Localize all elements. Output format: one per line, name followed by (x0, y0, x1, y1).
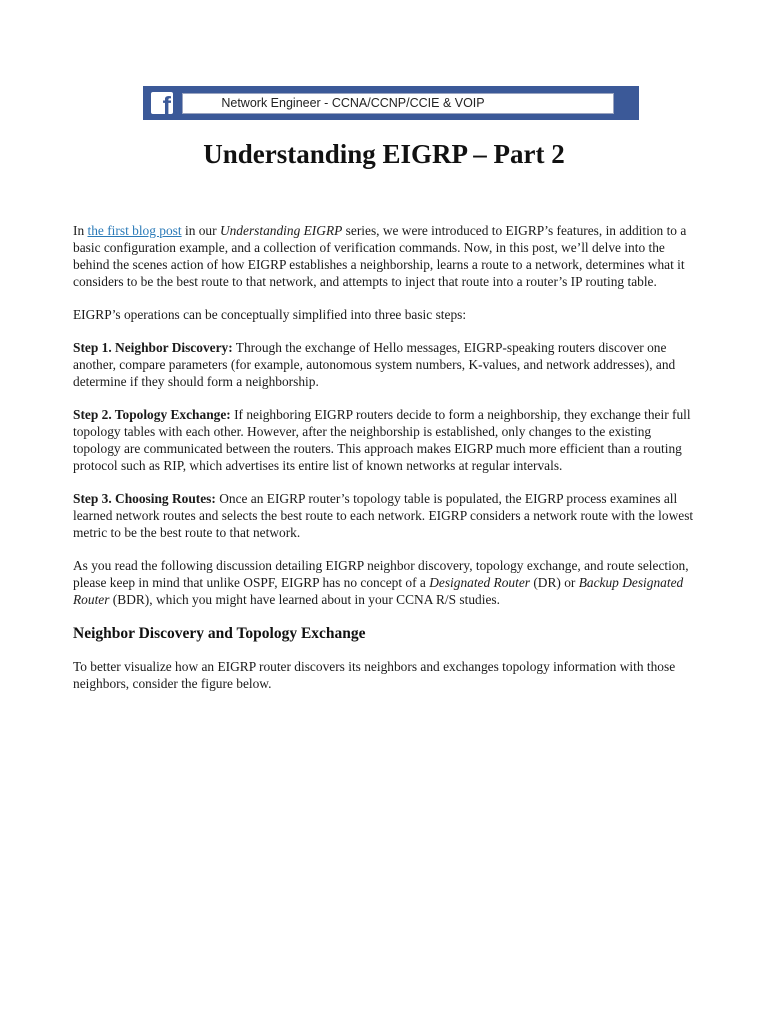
backup-designated-router-term: Backup Designated Router (73, 575, 684, 607)
visualize-paragraph: To better visualize how an EIGRP router discovers its neighbors and exchanges topology information with those neighbors, consider the figure below. (73, 659, 676, 691)
facebook-logo-letter: f (162, 92, 171, 114)
step-2-paragraph (73, 406, 701, 474)
operations-paragraph: EIGRP’s operations can be conceptually simplified into three basic steps: (73, 307, 467, 322)
step-3-paragraph (73, 490, 701, 541)
series-name: Understanding EIGRP (219, 223, 343, 238)
step-1-text: Through the exchange of Hello messages, EIGRP-speaking routers discover one another, compare parameters (for example, autonomous system numbers, K-values, and network addresses), and determine if they should form a neighborship. (73, 340, 676, 389)
discussion-text-2: (DR) or (530, 575, 579, 590)
step-2-heading: Step 2. Topology Exchange: (73, 407, 231, 422)
step-3-heading: Step 3. Choosing Routes: (73, 491, 216, 506)
intro-paragraph (73, 222, 701, 290)
step-1-paragraph (73, 339, 701, 390)
intro-text-1: In (73, 223, 88, 238)
article-body (73, 222, 701, 708)
discussion-text-1: As you read the following discussion detailing EIGRP neighbor discovery, topology exchange, and route selection, please keep in mind that unlike OSPF, EIGRP has no concept of a (73, 558, 689, 590)
step-3-text: Once an EIGRP router’s topology table is populated, the EIGRP process examines all learned network routes and selects the best route to each network. EIGRP considers a network route with the lowest metric to be the best route to that network. (73, 491, 694, 540)
first-blog-post-link[interactable]: the first blog post (87, 223, 182, 238)
intro-text-3: series, we were introduced to EIGRP’s features, in addition to a basic configuration example, and a collection of verification commands. Now, in this post, we’ll delve into the behind the scenes action of how EIGRP establishes a neighborship, learns a route to a network, determines what it considers to be the best route to that network, and attempts to inject that route into a router’s IP routing table. (73, 223, 687, 289)
step-2-text: If neighboring EIGRP routers decide to form a neighborship, they exchange their full topology tables with each other. However, after the neighborship is established, only changes to the existing topology are communicated between the routers. This approach makes EIGRP much more efficient than a routing protocol such as RIP, which advertises its entire list of known networks at regular intervals. (73, 407, 691, 473)
discussion-text-3: (BDR), which you might have learned about in your CCNA R/S studies. (109, 592, 500, 607)
facebook-icon[interactable] (151, 92, 173, 114)
intro-text-2: in our (181, 223, 220, 238)
step-1-heading: Step 1. Neighbor Discovery: (73, 340, 233, 355)
page-title: Understanding EIGRP – Part 2 (203, 139, 565, 169)
facebook-page-name[interactable]: Network Engineer - CCNA/CCNP/CCIE & VOIP (182, 93, 614, 114)
section-heading: Neighbor Discovery and Topology Exchange (73, 625, 366, 642)
facebook-banner[interactable] (143, 86, 639, 120)
designated-router-term: Designated Router (429, 575, 530, 590)
discussion-paragraph (73, 557, 701, 608)
